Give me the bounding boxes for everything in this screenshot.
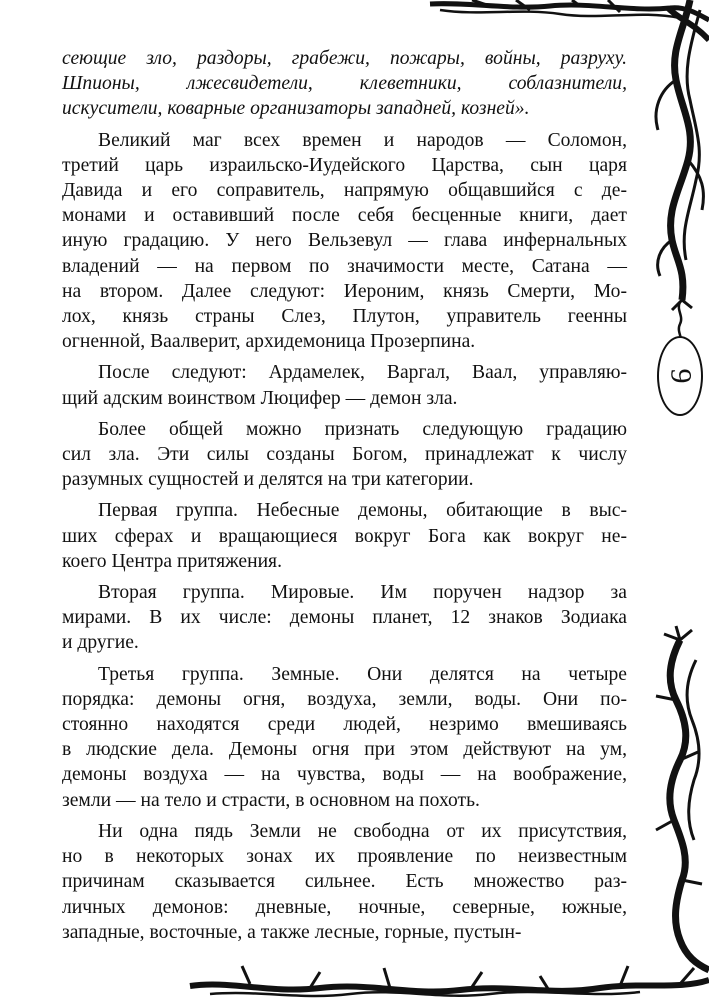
paragraph-third-group xyxy=(62,662,627,813)
text-line: После следуют: Ардамелек, Варгал, Ваал, управляю- xyxy=(98,362,627,384)
text-line: Ни одна пядь Земли не свободна от их присутствия, xyxy=(98,820,627,842)
text-line: Шпионы, лжесвидетели, клеветники, соблазнители, xyxy=(62,73,627,95)
text-line: Третья группа. Земные. Они делятся на четыре xyxy=(98,663,627,685)
paragraph-general-gradation xyxy=(62,417,627,493)
text-line: Вторая группа. Мировые. Им поручен надзор за xyxy=(98,582,627,604)
text-line: иную градацию. У него Вельзевул — глава инфернальных xyxy=(62,230,627,252)
text-line: западные, восточные, а также лесные, горные, пустын- xyxy=(62,921,522,943)
text-line: демоны воздуха — на чувства, воды — на воображение, xyxy=(62,764,627,786)
text-line: лох, князь страны Слез, Плутон, управитель геенны xyxy=(62,306,627,328)
paragraph-after-follow xyxy=(62,360,627,410)
text-line: монами и оставивший после себя бесценные книги, дает xyxy=(62,205,627,227)
text-line: огненной, Ваалверит, архидемоница Прозерпина. xyxy=(62,331,476,353)
text-line: и другие. xyxy=(62,632,139,654)
text-line: причинам сказывается сильнее. Есть множество раз- xyxy=(62,871,627,893)
text-line: Великий маг всех времен и народов — Соломон, xyxy=(98,129,627,151)
text-line: владений — на первом по значимости месте, Сатана — xyxy=(62,255,627,277)
text-line: Давида и его соправитель, напрямую общавшийся с де- xyxy=(62,180,627,202)
paragraph-no-span-of-earth xyxy=(62,819,627,945)
page-number xyxy=(657,336,703,416)
text-line: стоянно находятся среди людей, незримо вмешиваясь xyxy=(62,714,627,736)
paragraph-quote-ending xyxy=(62,46,627,122)
paragraph-solomon xyxy=(62,128,627,355)
text-line: личных демонов: дневные, ночные, северные, южные, xyxy=(62,896,627,918)
text-line: Более общей можно признать следующую градацию xyxy=(98,418,627,440)
paragraph-second-group xyxy=(62,580,627,656)
text-line: Первая группа. Небесные демоны, обитающие в выс- xyxy=(98,500,627,522)
text-line: щий адским воинством Люцифер — демон зла. xyxy=(62,387,458,409)
text-line: сил зла. Эти силы созданы Богом, принадлежат к числу xyxy=(62,444,627,466)
text-line: мирами. В их числе: демоны планет, 12 знаков Зодиака xyxy=(62,607,627,629)
page-number-text: 9 xyxy=(664,368,697,384)
text-line: искусители, коварные организаторы западней, козней». xyxy=(62,98,530,120)
text-line: порядка: демоны огня, воздуха, земли, воды. Они по- xyxy=(62,688,627,710)
text-line: в людские дела. Демоны огня при этом действуют на ум, xyxy=(62,739,627,761)
text-line: но в некоторых зонах их проявление по неизвестным xyxy=(62,846,627,868)
text-line: на втором. Далее следуют: Иероним, князь Смерти, Мо- xyxy=(62,280,627,302)
text-line: третий царь израильско-Иудейского Царства, сын царя xyxy=(62,154,627,176)
bottom-vine-ornament xyxy=(190,950,709,1000)
text-line: разумных сущностей и делятся на три категории. xyxy=(62,469,474,491)
text-line: сеющие зло, раздоры, грабежи, пожары, войны, разруху. xyxy=(62,48,627,69)
text-line: коего Центра притяжения. xyxy=(62,550,282,572)
lower-right-vine-ornament xyxy=(640,640,709,970)
body-text xyxy=(62,46,627,951)
paragraph-first-group xyxy=(62,498,627,574)
text-line: ших сферах и вращающиеся вокруг Бога как вокруг не- xyxy=(62,525,627,547)
text-line: земли — на тело и страсти, в основном на похоть. xyxy=(62,789,480,811)
